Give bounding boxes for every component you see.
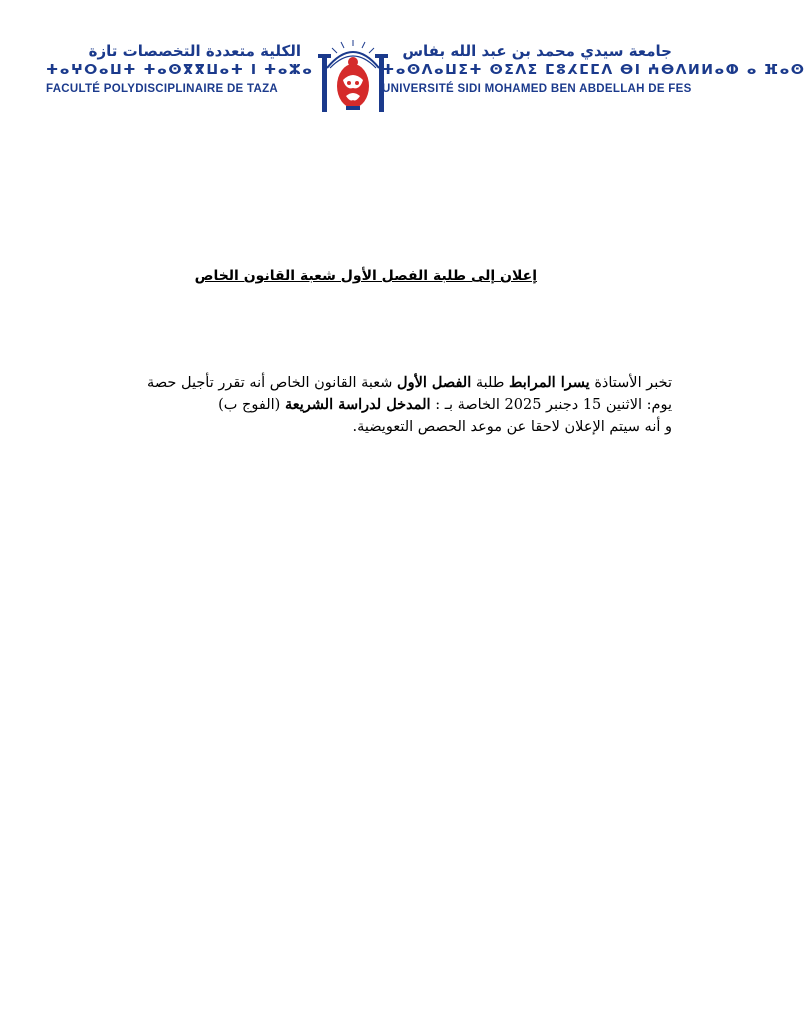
announcement-title: إعلان إلى طلبة الفصل الأول شعبة القانون الخاص [194, 268, 537, 284]
faculty-name-french: FACULTÉ POLYDISCIPLINAIRE DE TAZA [46, 83, 279, 95]
university-name-arabic: جامعة سيدي محمد بن عبد الله بفاس [402, 42, 672, 60]
body-line-1 [42, 372, 672, 394]
body-text-segment: تخبر الأستاذة [594, 375, 672, 391]
faculty-name-arabic: الكلية متعددة التخصصات تازة [88, 42, 301, 60]
university-name-block [382, 42, 805, 98]
teacher-name: يسرا المرابط [508, 374, 590, 391]
body-line-3: و أنه سيتم الإعلان لاحقا عن موعد الحصص التعويضية. [352, 419, 672, 435]
body-text-segment: طلبة [475, 375, 505, 391]
letterhead [0, 0, 805, 120]
course-name: المدخل لدراسة الشريعة [284, 396, 431, 413]
university-name-tifinagh: ⵜⴰⵙⴷⴰⵡⵉⵜ ⵙⵉⴷⵉ ⵎⵓⵃⵎⵎⴷ ⴱⵏ ⵄⴱⴷⵍⵍⴰⵀ ⴰ ⴼⴰⵙ [382, 62, 805, 78]
body-line-2 [42, 394, 672, 416]
group-name: (الفوج ب) [218, 397, 281, 413]
university-name-french: UNIVERSITÉ SIDI MOHAMED BEN ABDELLAH DE FES [382, 83, 692, 95]
announcement-body [42, 372, 672, 438]
university-logo-icon [316, 40, 390, 114]
body-text-segment: يوم: الاثنين 15 دجنبر 2025 الخاصة بـ : [435, 397, 672, 413]
body-text-segment: شعبة القانون الخاص أنه تقرر تأجيل حصة [147, 375, 393, 391]
semester-name: الفصل الأول [397, 374, 472, 391]
faculty-name-block [46, 42, 316, 98]
faculty-name-tifinagh: ⵜⴰⵖⵔⴰⵡⵜ ⵜⴰⵙⴳⴳⵡⴰⵜ ⵏ ⵜⴰⵣⴰ [46, 62, 314, 78]
